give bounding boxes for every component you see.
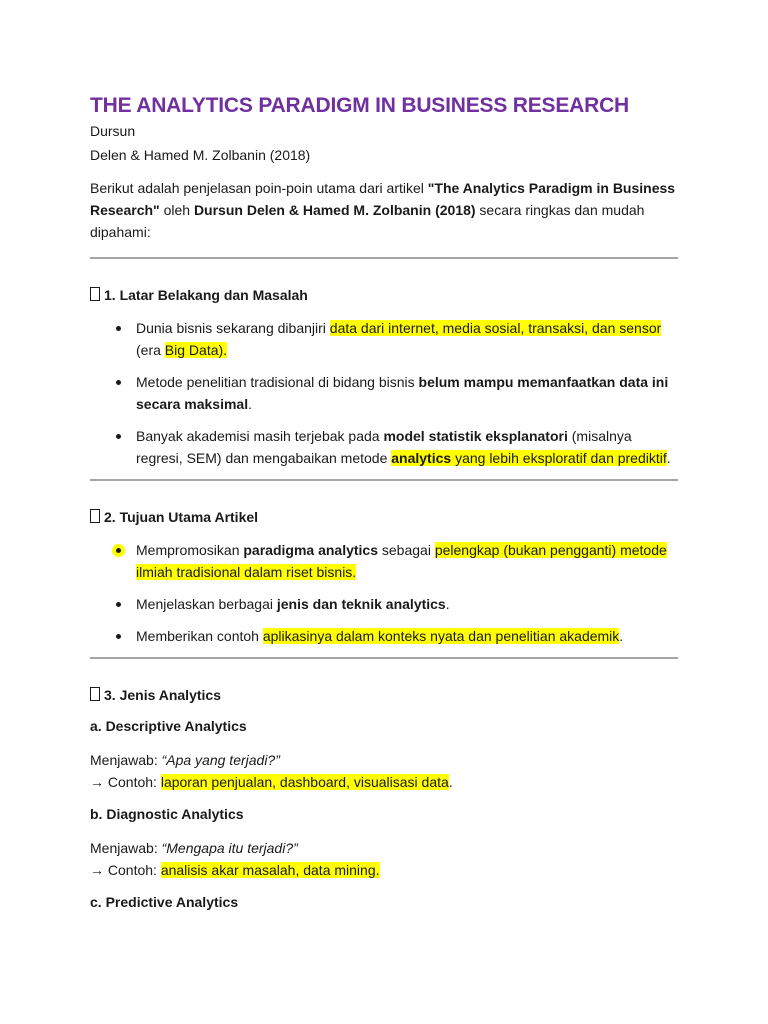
list-item bbox=[90, 425, 678, 469]
intro-authors: Dursun Delen & Hamed M. Zolbanin (2018) bbox=[193, 202, 476, 218]
highlighted-text: yang lebih eksploratif dan prediktif bbox=[451, 450, 667, 466]
bullet-icon bbox=[116, 548, 121, 553]
intro-article-title: "The Analytics Paradigm in Business Research" bbox=[90, 180, 676, 218]
bold-text: paradigma analytics bbox=[243, 542, 378, 558]
text: Banyak akademisi masih terjebak pada bbox=[136, 428, 384, 444]
title-block bbox=[90, 94, 678, 143]
text: (misalnya regresi, SEM) dan mengabaikan metode bbox=[136, 428, 632, 466]
text: . bbox=[448, 774, 453, 790]
highlighted-bold-text: analytics bbox=[391, 450, 452, 466]
text: Metode penelitian tradisional di bidang bisnis bbox=[136, 374, 419, 390]
authors-inline: Dursun bbox=[90, 123, 136, 139]
intro-text: secara ringkas dan mudah dipahami: bbox=[90, 202, 645, 240]
intro-paragraph bbox=[90, 177, 678, 243]
bullet-icon bbox=[116, 380, 121, 385]
bullet-icon bbox=[116, 326, 121, 331]
bullet-list bbox=[90, 539, 678, 647]
text: (era bbox=[136, 342, 165, 358]
highlighted-text: aplikasinya dalam konteks nyata dan penelitian akademik bbox=[262, 628, 620, 644]
section-heading-text: 1. Latar Belakang dan Masalah bbox=[104, 287, 308, 303]
text: . bbox=[666, 450, 671, 466]
text: . bbox=[248, 396, 252, 412]
text: Memberikan contoh bbox=[136, 628, 263, 644]
intro-text: Berikut adalah penjelasan poin-poin utama dari artikel bbox=[90, 180, 428, 196]
highlighted-text: data dari internet, media sosial, transaksi, dan sensor bbox=[329, 320, 662, 336]
question-label: Menjawab: bbox=[90, 840, 162, 856]
divider bbox=[90, 657, 678, 659]
list-item bbox=[90, 593, 678, 615]
question-text: “Mengapa itu terjadi?” bbox=[161, 840, 298, 856]
section-heading-text: 3. Jenis Analytics bbox=[104, 687, 221, 703]
section-heading-analytics-types bbox=[90, 685, 678, 705]
list-item bbox=[90, 371, 678, 415]
list-item bbox=[90, 539, 678, 583]
bullet-icon bbox=[116, 634, 121, 639]
section-heading-text: 2. Tujuan Utama Artikel bbox=[104, 509, 259, 525]
divider bbox=[90, 479, 678, 481]
diagnostic-details bbox=[90, 837, 678, 881]
text: Dunia bisnis sekarang dibanjiri bbox=[136, 320, 330, 336]
intro-text: oleh bbox=[159, 202, 194, 218]
text: . bbox=[445, 596, 450, 612]
highlighted-text: analisis akar masalah, data mining. bbox=[160, 862, 380, 878]
text: Menjelaskan berbagai bbox=[136, 596, 277, 612]
divider bbox=[90, 257, 678, 259]
bullet-list bbox=[90, 317, 678, 469]
bullet-icon bbox=[116, 434, 121, 439]
missing-glyph-icon bbox=[90, 287, 100, 301]
question-text: “Apa yang terjadi?” bbox=[161, 752, 280, 768]
example-label: → Contoh: bbox=[90, 774, 161, 790]
missing-glyph-icon bbox=[90, 509, 100, 523]
subheading-diagnostic: b. Diagnostic Analytics bbox=[90, 806, 244, 822]
text: sebagai bbox=[378, 542, 435, 558]
document-title: THE ANALYTICS PARADIGM IN BUSINESS RESEARCH bbox=[90, 94, 630, 117]
list-item bbox=[90, 317, 678, 361]
missing-glyph-icon bbox=[90, 687, 100, 701]
bullet-icon bbox=[116, 602, 121, 607]
highlighted-text: laporan penjualan, dashboard, visualisasi data bbox=[160, 774, 449, 790]
section-heading-objectives bbox=[90, 507, 678, 527]
subheading-descriptive: a. Descriptive Analytics bbox=[90, 718, 247, 734]
list-item bbox=[90, 625, 678, 647]
question-label: Menjawab: bbox=[90, 752, 162, 768]
authors-line: Delen & Hamed M. Zolbanin (2018) bbox=[90, 147, 311, 163]
bold-text: jenis dan teknik analytics bbox=[276, 596, 446, 612]
subheading-predictive: c. Predictive Analytics bbox=[90, 894, 239, 910]
highlighted-text: Big Data). bbox=[164, 342, 228, 358]
bold-text: model statistik eksplanatori bbox=[383, 428, 568, 444]
highlighted-text: pelengkap (bukan pengganti) metode ilmiah tradisional dalam riset bisnis. bbox=[136, 542, 667, 580]
example-label: → Contoh: bbox=[90, 862, 161, 878]
bold-text: belum mampu memanfaatkan data ini secara maksimal bbox=[136, 374, 669, 412]
text: . bbox=[619, 628, 624, 644]
section-heading-background bbox=[90, 285, 678, 305]
text: Mempromosikan bbox=[136, 542, 244, 558]
descriptive-details bbox=[90, 749, 678, 793]
